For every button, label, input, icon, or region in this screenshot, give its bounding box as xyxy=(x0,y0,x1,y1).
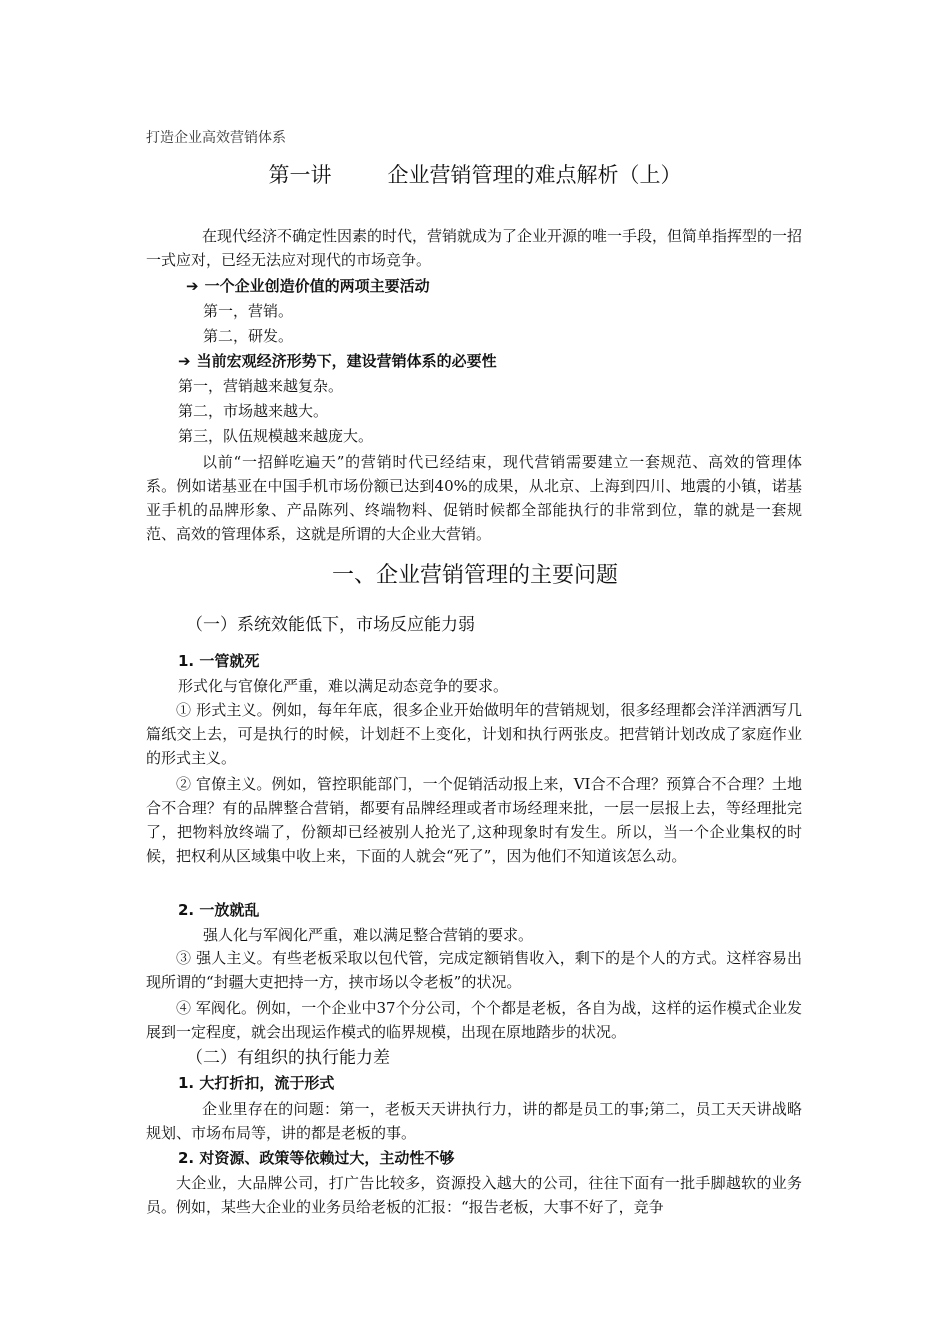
lecture-heading xyxy=(0,160,950,190)
subsection-heading: （二）有组织的执行能力差 xyxy=(186,1048,390,1068)
list-item: 第二，研发。 xyxy=(203,327,294,345)
lecture-title: 企业营销管理的难点解析（上） xyxy=(387,163,682,187)
point-heading-necessity xyxy=(178,351,497,371)
list-item: 第二，市场越来越大。 xyxy=(178,402,329,420)
item-heading: 1. 一管就死 xyxy=(178,652,260,670)
item-heading: 2. 对资源、政策等依赖过大，主动性不够 xyxy=(178,1149,455,1167)
subsection-heading: （一）系统效能低下，市场反应能力弱 xyxy=(186,615,475,635)
arrow-right-icon: ➔ xyxy=(186,277,199,295)
section-heading: 一、企业营销管理的主要问题 xyxy=(331,563,618,588)
paragraph-warlord: ④ 军阀化。例如，一个企业中37个分公司，个个都是老板，各自为战，这样的运作模式企业发展到一定程度，就会出现运作模式的临界规模，出现在原地踏步的状况。 xyxy=(146,999,802,1041)
item-heading: 2. 一放就乱 xyxy=(178,901,260,919)
point-heading-text: 当前宏观经济形势下，建设营销体系的必要性 xyxy=(196,352,497,370)
list-item: 第一，营销越来越复杂。 xyxy=(178,377,344,395)
lecture-number: 第一讲 xyxy=(268,163,332,187)
item-heading: 1. 大打折扣，流于形式 xyxy=(178,1074,335,1092)
document-header-title: 打造企业高效营销体系 xyxy=(146,130,286,146)
item-description: 强人化与军阀化严重，难以满足整合营销的要求。 xyxy=(203,926,534,944)
paragraph-execution: 企业里存在的问题：第一，老板天天讲执行力，讲的都是员工的事;第二，员工天天讲战略规划、市场布局等，讲的都是老板的事。 xyxy=(146,1100,802,1142)
paragraph-formalism: ① 形式主义。例如，每年年底，很多企业开始做明年的营销规划，很多经理都会洋洋洒洒写几篇纸交上去，可是执行的时候，计划赶不上变化，计划和执行两张皮。把营销计划改成了家庭作业的形式主义。 xyxy=(146,701,802,767)
list-item: 第三，队伍规模越来越庞大。 xyxy=(178,427,374,445)
point-heading-value-activities xyxy=(186,276,430,296)
paragraph-bureaucracy: ② 官僚主义。例如，管控职能部门，一个促销活动报上来，VI合不合理？预算合不合理？土地合不合理？有的品牌整合营销，都要有品牌经理或者市场经理来批，一层一层报上去，等经理批完了，把物料放终端了，份额却已经被别人抢光了,这种现象时有发生。所以，当一个企业集权的时候，把权利从区域集中收上来，下面的人就会“死了”，因为他们不知道该怎么动。 xyxy=(146,775,802,865)
point-heading-text: 一个企业创造价值的两项主要活动 xyxy=(204,277,430,295)
nokia-paragraph: 以前“一招鲜吃遍天”的营销时代已经结束，现代营销需要建立一套规范、高效的管理体系。例如诺基亚在中国手机市场份额已达到40%的成果，从北京、上海到四川、地震的小镇，诺基亚手机的品牌形象、产品陈列、终端物料、促销时候都全部能执行的非常到位，靠的就是一套规范、高效的管理体系，这就是所谓的大企业大营销。 xyxy=(146,453,802,543)
arrow-right-icon: ➔ xyxy=(178,352,191,370)
paragraph-strongman: ③ 强人主义。有些老板采取以包代管，完成定额销售收入，剩下的是个人的方式。这样容易出现所谓的“封疆大吏把持一方，挟市场以令老板”的状况。 xyxy=(146,949,802,991)
list-item: 第一，营销。 xyxy=(203,302,294,320)
intro-paragraph: 在现代经济不确定性因素的时代，营销就成为了企业开源的唯一手段，但简单指挥型的一招一式应对，已经无法应对现代的市场竞争。 xyxy=(146,227,803,269)
paragraph-dependency: 大企业，大品牌公司，打广告比较多，资源投入越大的公司，往往下面有一批手脚越软的业务员。例如，某些大企业的业务员给老板的汇报：“报告老板，大事不好了，竞争 xyxy=(146,1174,802,1216)
item-description: 形式化与官僚化严重，难以满足动态竞争的要求。 xyxy=(178,677,509,695)
